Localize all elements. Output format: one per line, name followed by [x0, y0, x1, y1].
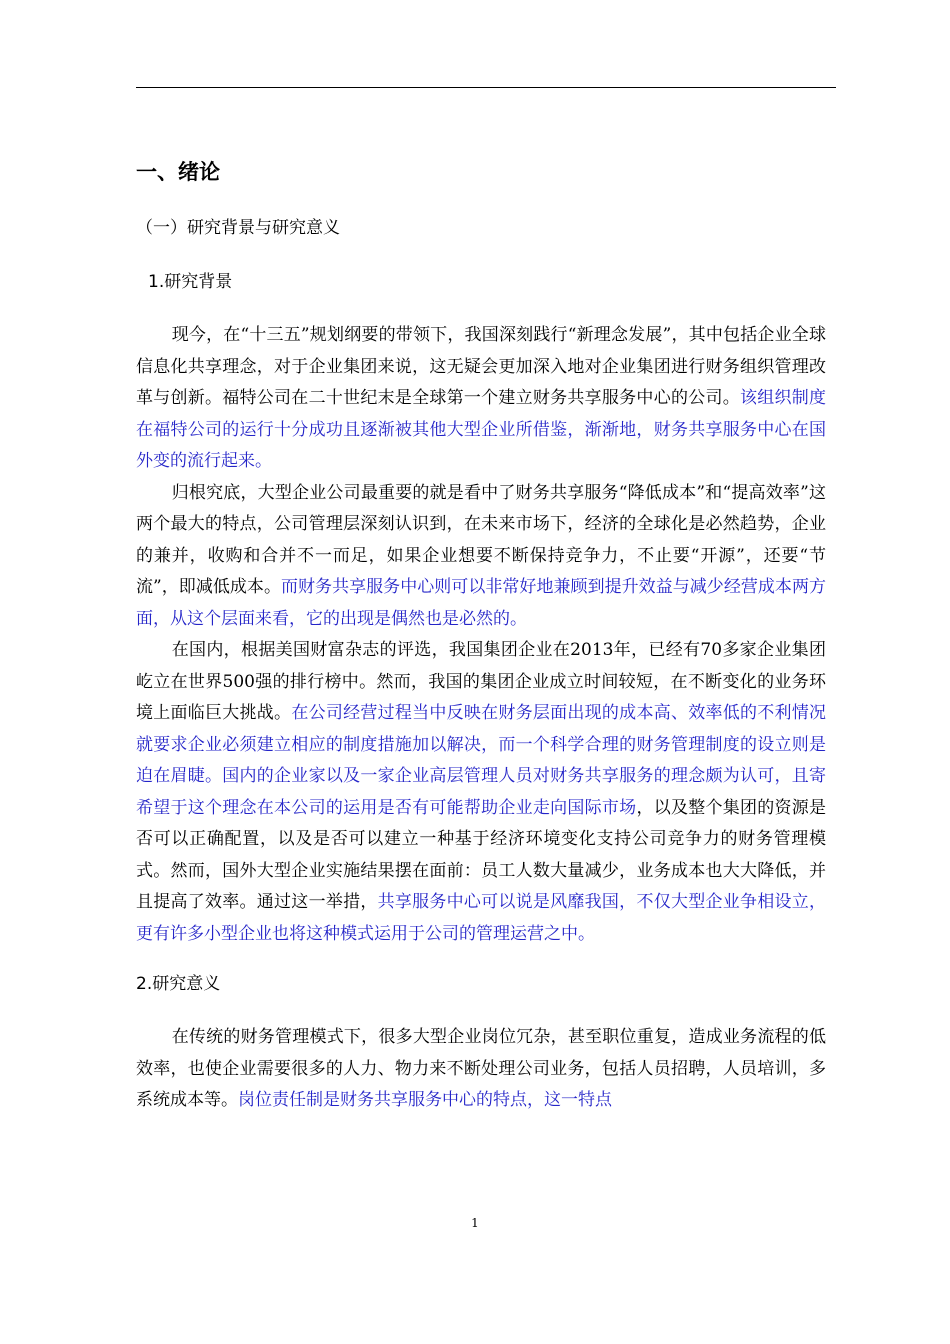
paragraph-1 — [136, 320, 826, 478]
highlighted-text: 而财务共享服务中心则可以非常好地兼顾到提升效益与减少经营成本两方面，从这个层面来看，它的出现是偶然也是必然的。 — [136, 577, 826, 629]
subsection-title-background: 1.研究背景 — [148, 272, 233, 292]
header-rule — [136, 87, 836, 88]
highlighted-text: 岗位责任制是财务共享服务中心的特点，这一特点 — [238, 1090, 612, 1110]
paragraph-2 — [136, 478, 826, 636]
section-heading: （一）研究背景与研究意义 — [136, 218, 340, 238]
highlighted-text: 该组织制度在福特公司的运行十分成功且逐渐被其他大型企业所借鉴，渐渐地，财务共享服务中心在国外变的流行起来。 — [136, 388, 827, 471]
paragraph-text: 在传统的财务管理模式下，很多大型企业岗位冗杂，甚至职位重复，造成业务流程的低效率，也使企业需要很多的人力、物力来不断处理公司业务，包括人员招聘，人员培训，多系统成本等。 — [136, 1027, 826, 1110]
subsection-title-significance: 2.研究意义 — [136, 974, 221, 994]
document-body — [136, 150, 826, 1117]
highlighted-text: 在公司经营过程当中反映在财务层面出现的成本高、效率低的不利情况就要求企业必须建立相应的制度措施加以解决，而一个科学合理的财务管理制度的设立则是迫在眉睫。国内的企业家以及一家企业高层管理人员对财务共享服务的理念颇为认可，且寄希望于这个理念在本公司的运用是否有可能帮助企业走向国际市场 — [136, 703, 827, 818]
highlighted-text: 共享服务中心可以说是风靡我国，不仅大型企业争相设立，更有许多小型企业也将这种模式运用于公司的管理运营之中。 — [136, 892, 827, 944]
paragraph-text: 在国内，根据美国财富杂志的评选，我国集团企业在2013年，已经有70多家企业集团屹立在世界500强的排行榜中。然而，我国的集团企业成立时间较短，在不断变化的业务环境上面临巨大挑战。 — [136, 640, 826, 723]
paragraph-text: 现今，在“十三五”规划纲要的带领下，我国深刻践行“新理念发展”，其中包括企业全球信息化共享理念，对于企业集团来说，这无疑会更加深入地对企业集团进行财务组织管理改革与创新。福特公司在二十世纪末是全球第一个建立财务共享服务中心的公司。 — [136, 325, 826, 408]
page-number: 1 — [471, 1216, 479, 1230]
paragraph-text: ，以及整个集团的资源是否可以正确配置，以及是否可以建立一种基于经济环境变化支持公司竞争力的财务管理模式。然而，国外大型企业实施结果摆在面前：员工人数大量减少，业务成本也大大降低，并且提高了效率。通过这一举措， — [136, 797, 827, 912]
paragraph-4 — [136, 1022, 826, 1117]
paragraph-3 — [136, 635, 826, 950]
chapter-heading: 一、绪论 — [136, 160, 220, 184]
paragraph-text: 归根究底，大型企业公司最重要的就是看中了财务共享服务“降低成本”和“提高效率”这两个最大的特点，公司管理层深刻认识到，在未来市场下，经济的全球化是必然趋势，企业的兼并，收购和合并不一而足，如果企业想要不断保持竞争力，不止要“开源”，还要“节流”，即减低成本。 — [136, 482, 826, 597]
